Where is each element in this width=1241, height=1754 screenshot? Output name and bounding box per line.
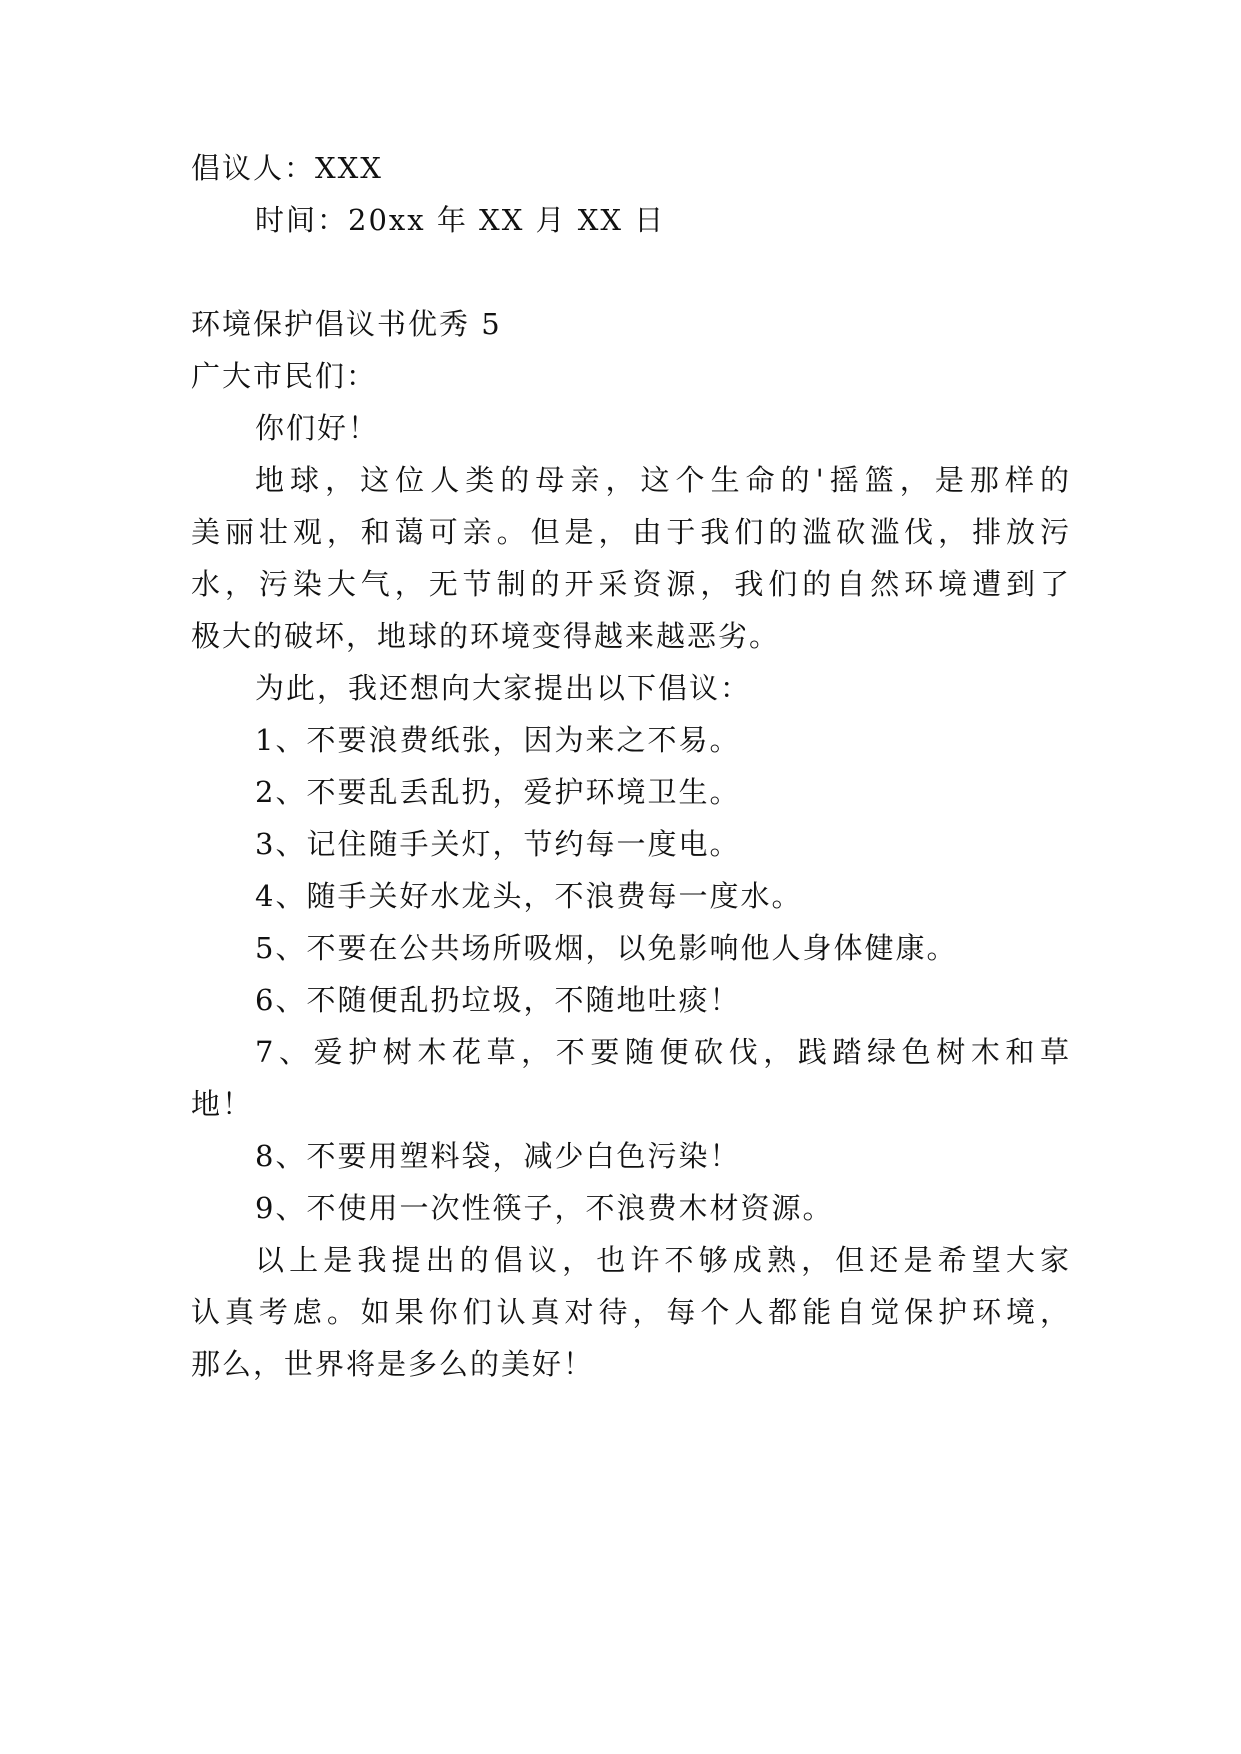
list-item: 7、爱护树木花草，不要随便砍伐，践踏绿色树木和草 xyxy=(255,1035,1071,1069)
list-item-continuation: 地！ xyxy=(191,1087,254,1121)
closing-line: 认真考虑。如果你们认真对待，每个人都能自觉保护环境， xyxy=(191,1295,1071,1329)
list-item: 2、不要乱丢乱扔，爱护环境卫生。 xyxy=(255,775,741,809)
list-item: 3、记住随手关灯，节约每一度电。 xyxy=(255,827,741,861)
date-line: 时间：20xx 年 XX 月 XX 日 xyxy=(255,203,666,237)
section-title: 环境保护倡议书优秀 5 xyxy=(191,307,502,341)
list-item: 6、不随便乱扔垃圾，不随地吐痰！ xyxy=(255,983,741,1017)
closing-line: 以上是我提出的倡议，也许不够成熟，但还是希望大家 xyxy=(255,1243,1071,1277)
salutation: 广大市民们： xyxy=(191,359,378,393)
list-item: 4、随手关好水龙头，不浪费每一度水。 xyxy=(255,879,803,913)
intro-line: 美丽壮观，和蔼可亲。但是，由于我们的滥砍滥伐，排放污 xyxy=(191,515,1071,549)
greeting: 你们好！ xyxy=(255,411,380,445)
list-item: 5、不要在公共场所吸烟，以免影响他人身体健康。 xyxy=(255,931,958,965)
intro-line: 极大的破坏，地球的环境变得越来越恶劣。 xyxy=(191,619,781,653)
list-item: 8、不要用塑料袋，减少白色污染！ xyxy=(255,1139,741,1173)
list-item: 1、不要浪费纸张，因为来之不易。 xyxy=(255,723,741,757)
lead-in: 为此，我还想向大家提出以下倡议： xyxy=(255,671,752,705)
closing-line: 那么，世界将是多么的美好！ xyxy=(191,1347,595,1381)
list-item: 9、不使用一次性筷子，不浪费木材资源。 xyxy=(255,1191,834,1225)
intro-line: 水，污染大气，无节制的开采资源，我们的自然环境遭到了 xyxy=(191,567,1071,601)
intro-line: 地球，这位人类的母亲，这个生命的'摇篮，是那样的 xyxy=(255,463,1071,497)
proposer-line: 倡议人：XXX xyxy=(191,151,383,185)
